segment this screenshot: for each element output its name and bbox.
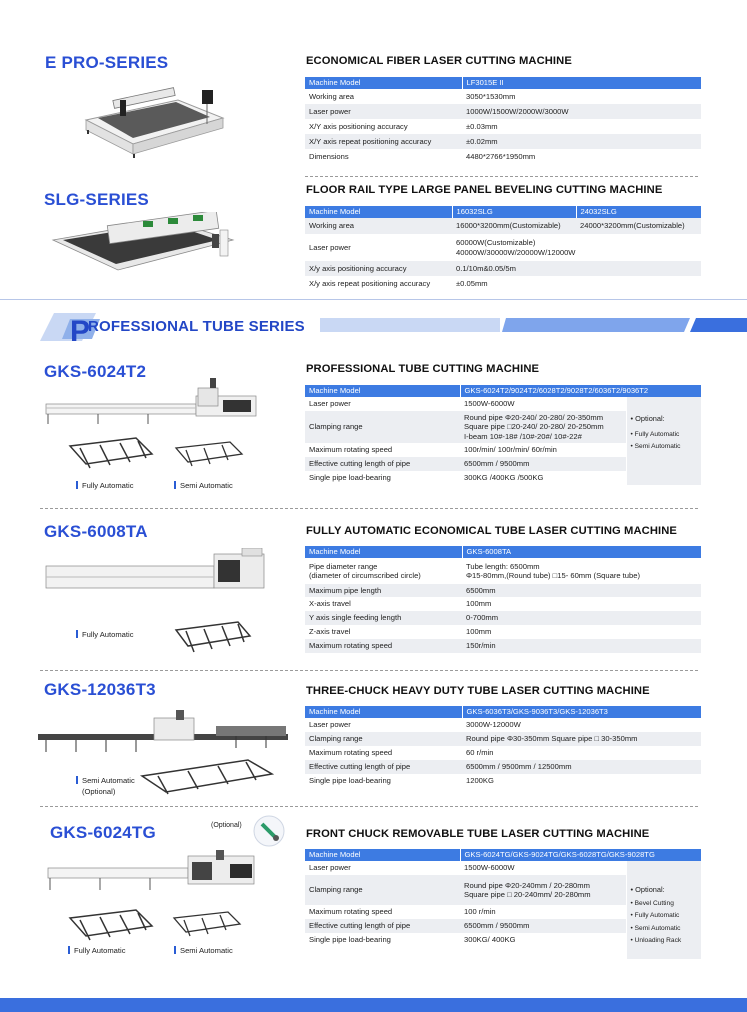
spec-value: 3000W-12000W xyxy=(462,718,701,732)
spec-value: 60000W(Customizable) xyxy=(456,238,536,248)
spec-label: Y axis single feeding length xyxy=(305,611,462,625)
spec-label: Maximum rotating speed xyxy=(305,443,460,457)
optional-item: • Semi Automatic xyxy=(630,443,681,451)
tube-cutting-machine-image xyxy=(38,374,268,434)
optional-title: • Optional: xyxy=(630,885,665,894)
spec-value: 100 r/min xyxy=(460,905,626,919)
automatic-tube-machine-image xyxy=(42,548,272,602)
spec-value: 6500mm / 9500mm / 12500mm xyxy=(462,760,701,774)
banner-title: ROFESSIONAL TUBE SERIES xyxy=(88,318,305,335)
spec-value: Round pipe Φ20-240/ 20-280/ 20-350mm xyxy=(464,412,604,422)
header-label: Machine Model xyxy=(305,77,462,89)
spec-label: Laser power xyxy=(305,861,460,875)
spec-label: Effective cutting length of pipe xyxy=(305,760,462,774)
optional-title: • Optional: xyxy=(630,414,665,423)
spec-value: Square pipe □20-240/ 20-280/ 20-250mm xyxy=(464,422,604,432)
spec-label: X-axis travel xyxy=(305,597,462,611)
caption-fully-automatic: Fully Automatic xyxy=(76,630,134,639)
spec-label: X/y axis repeat positioning accuracy xyxy=(305,276,452,291)
banner-stripe xyxy=(320,318,747,332)
spec-label: Laser power xyxy=(305,718,462,732)
spec-label: Maximum rotating speed xyxy=(305,746,462,760)
spec-value: Tube length: 6500mm xyxy=(466,561,540,571)
spec-value: 100mm xyxy=(462,625,701,639)
spec-value: 6500mm / 9500mm xyxy=(460,919,626,933)
spec-label: Laser power xyxy=(305,104,462,119)
header-model: GKS-6008TA xyxy=(462,546,701,558)
section-divider xyxy=(40,508,698,509)
header-label: Machine Model xyxy=(305,546,462,558)
spec-value: 1500W-6000W xyxy=(460,397,626,411)
optional-item: • Semi Automatic xyxy=(630,924,681,932)
optional-item: • Fully Automatic xyxy=(630,431,680,439)
section-divider xyxy=(40,670,698,671)
spec-value: 60 r/min xyxy=(462,746,701,760)
bevel-head-icon xyxy=(252,814,286,848)
series-title-slg: SLG-SERIES xyxy=(44,190,149,209)
heavy-rack-image xyxy=(138,756,278,798)
spec-label: Z-axis travel xyxy=(305,625,462,639)
banner-letter: P xyxy=(70,315,91,345)
machine-title-gks-6024tg: FRONT CHUCK REMOVABLE TUBE LASER CUTTING MACHINE xyxy=(306,828,650,840)
spec-label: Effective cutting length of pipe xyxy=(305,457,460,471)
machine-title-slg: FLOOR RAIL TYPE LARGE PANEL BEVELING CUTTING MACHINE xyxy=(306,184,663,196)
fully-automatic-rack-image xyxy=(66,434,156,474)
spec-label: Laser power xyxy=(305,234,452,261)
spec-table-gks-6024tg xyxy=(305,849,701,959)
header-model: 24032SLG xyxy=(576,206,701,218)
loading-rack-image xyxy=(172,618,252,658)
spec-value: I-beam 10#-18# /10#-20#/ 10#-22# xyxy=(464,431,582,441)
header-model: GKS-6036T3/GKS-9036T3/GKS-12036T3 xyxy=(462,706,701,718)
optional-item: • Bevel Cutting xyxy=(630,900,674,908)
spec-label: Working area xyxy=(305,218,452,234)
spec-label: Maximum rotating speed xyxy=(305,905,460,919)
spec-value: Round pipe Φ30-350mm Square pipe □ 30-350mm xyxy=(462,732,701,746)
spec-value: 0.1/10m&0.05/5m xyxy=(452,261,701,276)
spec-table-slg xyxy=(305,206,701,291)
machine-title-gks-6024t2: PROFESSIONAL TUBE CUTTING MACHINE xyxy=(306,363,540,375)
spec-label: Effective cutting length of pipe xyxy=(305,919,460,933)
optional-item: • Unloading Rack xyxy=(630,936,682,944)
spec-value: ±0.03mm xyxy=(462,119,701,134)
fiber-laser-machine-image xyxy=(78,82,228,162)
spec-label: X/Y axis repeat positioning accuracy xyxy=(305,134,462,149)
removable-chuck-machine-image xyxy=(40,846,270,902)
section-divider xyxy=(40,806,698,807)
spec-value: 300KG /400KG /500KG xyxy=(460,471,626,485)
caption-semi-automatic: Semi Automatic xyxy=(76,776,135,785)
spec-label: Dimensions xyxy=(305,149,462,164)
optional-box xyxy=(626,861,701,959)
spec-label: (diameter of circumscribed circle) xyxy=(309,571,421,580)
spec-label: Single pipe load-bearing xyxy=(305,774,462,788)
header-model: LF3015E II xyxy=(462,77,701,89)
spec-value: Round pipe Φ20-240mm / 20-280mm xyxy=(464,880,590,890)
spec-label: Working area xyxy=(305,89,462,104)
spec-value: 4480*2766*1950mm xyxy=(462,149,701,164)
header-label: Machine Model xyxy=(305,385,460,397)
series-title-e-pro: E PRO-SERIES xyxy=(45,53,169,72)
spec-label: X/Y axis positioning accuracy xyxy=(305,119,462,134)
spec-table-gks-12036t3 xyxy=(305,706,701,788)
optional-item: • Fully Automatic xyxy=(630,912,680,920)
spec-value: 1000W/1500W/2000W/3000W xyxy=(462,104,701,119)
machine-title-gks-6008ta: FULLY AUTOMATIC ECONOMICAL TUBE LASER CUTTING MACHINE xyxy=(306,525,677,537)
caption-fully-automatic: Fully Automatic xyxy=(76,481,134,490)
spec-value: Square pipe □ 20-240mm/ 20-280mm xyxy=(464,890,591,899)
header-label: Machine Model xyxy=(305,849,460,861)
spec-label: X/y axis positioning accuracy xyxy=(305,261,452,276)
spec-label: Clamping range xyxy=(305,411,460,443)
spec-value: 100r/min/ 100r/min/ 60r/min xyxy=(460,443,626,457)
spec-label: Clamping range xyxy=(305,732,462,746)
spec-value: ±0.02mm xyxy=(462,134,701,149)
spec-value: 1200KG xyxy=(462,774,701,788)
machine-title-e-pro: ECONOMICAL FIBER LASER CUTTING MACHINE xyxy=(306,55,572,67)
caption-semi-automatic: Semi Automatic xyxy=(174,481,233,490)
series-title-gks-6024tg: GKS-6024TG xyxy=(50,823,156,842)
spec-value: 16000*3200mm(Customizable) xyxy=(452,218,576,234)
spec-value: 150r/min xyxy=(462,639,701,653)
spec-table-gks-6008ta xyxy=(305,546,701,653)
spec-table-e-pro xyxy=(305,77,701,164)
spec-value: 3050*1530mm xyxy=(462,89,701,104)
fully-automatic-rack-image xyxy=(66,906,156,946)
banner-top-line xyxy=(0,299,747,300)
caption-optional: (Optional) xyxy=(82,787,116,796)
beveling-machine-image xyxy=(48,212,238,280)
section-divider xyxy=(305,176,698,177)
spec-label: Pipe diameter range xyxy=(309,561,378,571)
header-model: 16032SLG xyxy=(452,206,576,218)
caption-fully-automatic: Fully Automatic xyxy=(68,946,126,955)
header-label: Machine Model xyxy=(305,206,452,218)
three-chuck-machine-image xyxy=(36,708,298,760)
spec-label: Laser power xyxy=(305,397,460,411)
spec-value: 300KG/ 400KG xyxy=(460,933,626,947)
spec-value: 100mm xyxy=(462,597,701,611)
series-title-gks-6008ta: GKS-6008TA xyxy=(44,522,148,541)
spec-label: Single pipe load-bearing xyxy=(305,933,460,947)
series-title-gks-6024t2: GKS-6024T2 xyxy=(44,362,147,381)
spec-value: 6500mm / 9500mm xyxy=(460,457,626,471)
spec-value: Φ15-80mm,(Round tube) □15- 60mm (Square tube) xyxy=(466,571,640,580)
spec-label: Maximum pipe length xyxy=(305,584,462,597)
spec-value: 40000W/30000W/20000W/12000W xyxy=(456,247,576,257)
spec-table-gks-6024t2 xyxy=(305,385,701,485)
optional-tag: (Optional) xyxy=(211,822,242,829)
caption-semi-automatic: Semi Automatic xyxy=(174,946,233,955)
spec-value: 1500W-6000W xyxy=(460,861,626,875)
spec-label: Single pipe load-bearing xyxy=(305,471,460,485)
header-model: GKS-6024T2/9024T2/6028T2/9028T2/6036T2/9036T2 xyxy=(460,385,701,397)
footer-bar xyxy=(0,998,747,1012)
machine-title-gks-12036t3: THREE-CHUCK HEAVY DUTY TUBE LASER CUTTING MACHINE xyxy=(306,685,650,697)
semi-automatic-rack-image xyxy=(172,910,242,940)
spec-label: Clamping range xyxy=(305,875,460,905)
spec-value: 24000*3200mm(Customizable) xyxy=(576,218,701,234)
spec-value: 0-700mm xyxy=(462,611,701,625)
series-title-gks-12036t3: GKS-12036T3 xyxy=(44,680,156,699)
spec-label: Maximum rotating speed xyxy=(305,639,462,653)
header-label: Machine Model xyxy=(305,706,462,718)
semi-automatic-rack-image xyxy=(174,440,244,470)
header-model: GKS-6024TG/GKS-9024TG/GKS-6028TG/GKS-9028TG xyxy=(460,849,701,861)
spec-value: ±0.05mm xyxy=(452,276,701,291)
optional-box xyxy=(626,397,701,485)
spec-value: 6500mm xyxy=(462,584,701,597)
